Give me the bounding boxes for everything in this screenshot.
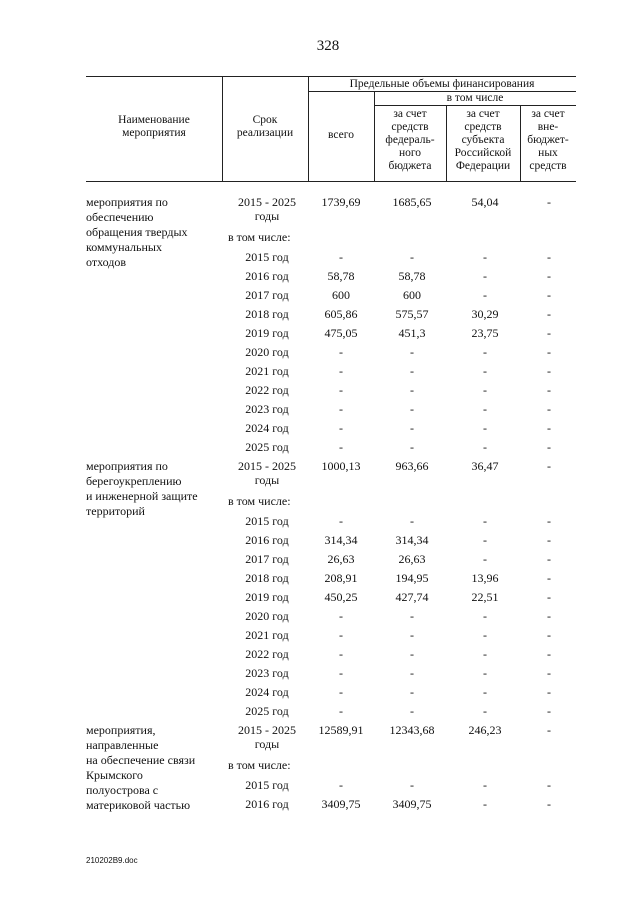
header-funding-title: Предельные объемы финансирования bbox=[349, 78, 535, 90]
year-federal: 575,57 bbox=[395, 307, 429, 321]
year-external: - bbox=[547, 326, 551, 340]
year-regional: - bbox=[483, 402, 487, 416]
year-label: 2023 год bbox=[245, 666, 289, 680]
year-total: - bbox=[339, 628, 343, 642]
year-regional: - bbox=[483, 647, 487, 661]
regional: 36,47 bbox=[471, 459, 499, 473]
year-external: - bbox=[547, 571, 551, 585]
year-row bbox=[86, 402, 576, 421]
year-row bbox=[86, 628, 576, 647]
year-total: - bbox=[339, 421, 343, 435]
year-total: - bbox=[339, 647, 343, 661]
year-regional: - bbox=[483, 250, 487, 264]
year-label: 2024 год bbox=[245, 685, 289, 699]
year-total: 475,05 bbox=[324, 326, 358, 340]
year-row bbox=[86, 288, 576, 307]
year-external: - bbox=[547, 421, 551, 435]
year-total: - bbox=[339, 514, 343, 528]
federal: 12343,68 bbox=[389, 723, 435, 737]
year-total: 314,34 bbox=[324, 533, 358, 547]
year-external: - bbox=[547, 685, 551, 699]
section-name: мероприятия по обеспечению обращения твердых коммунальных отходов bbox=[86, 195, 188, 269]
year-label: 2016 год bbox=[245, 797, 289, 811]
year-regional: - bbox=[483, 269, 487, 283]
year-label: 2019 год bbox=[245, 326, 289, 340]
year-regional: - bbox=[483, 685, 487, 699]
year-label: 2015 год bbox=[245, 250, 289, 264]
header-external: за счет вне- бюджет- ных средств bbox=[527, 108, 569, 172]
year-external: - bbox=[547, 590, 551, 604]
year-regional: - bbox=[483, 440, 487, 454]
section-name: мероприятия по берегоукреплению и инженерной защите территорий bbox=[86, 459, 198, 518]
year-row bbox=[86, 704, 576, 723]
year-row bbox=[86, 421, 576, 440]
period-unit: годы bbox=[254, 209, 280, 223]
year-external: - bbox=[547, 269, 551, 283]
year-external: - bbox=[547, 383, 551, 397]
year-regional: - bbox=[483, 666, 487, 680]
year-label: 2021 год bbox=[245, 364, 289, 378]
year-federal: 427,74 bbox=[395, 590, 429, 604]
total: 1000,13 bbox=[321, 459, 361, 473]
year-regional: 22,51 bbox=[471, 590, 499, 604]
year-federal: 26,63 bbox=[398, 552, 426, 566]
year-row bbox=[86, 440, 576, 459]
year-label: 2021 год bbox=[245, 628, 289, 642]
year-label: 2015 год bbox=[245, 778, 289, 792]
federal: 1685,65 bbox=[392, 195, 432, 209]
year-total: - bbox=[339, 364, 343, 378]
year-label: 2025 год bbox=[245, 440, 289, 454]
header-term: Срок реализации bbox=[236, 114, 294, 139]
year-row bbox=[86, 778, 576, 797]
year-label: 2016 год bbox=[245, 533, 289, 547]
year-label: 2022 год bbox=[245, 383, 289, 397]
year-row bbox=[86, 345, 576, 364]
year-federal: - bbox=[410, 345, 414, 359]
year-external: - bbox=[547, 288, 551, 302]
year-total: - bbox=[339, 685, 343, 699]
year-regional: - bbox=[483, 609, 487, 623]
year-regional: 30,29 bbox=[471, 307, 499, 321]
year-external: - bbox=[547, 250, 551, 264]
year-label: 2016 год bbox=[245, 269, 289, 283]
header-name: Наименование мероприятия bbox=[118, 114, 190, 139]
year-total: - bbox=[339, 402, 343, 416]
year-external: - bbox=[547, 533, 551, 547]
year-row bbox=[86, 609, 576, 628]
year-regional: - bbox=[483, 383, 487, 397]
year-regional: - bbox=[483, 533, 487, 547]
year-regional: - bbox=[483, 628, 487, 642]
year-row bbox=[86, 383, 576, 402]
year-label: 2017 год bbox=[245, 552, 289, 566]
total: 1739,69 bbox=[321, 195, 361, 209]
year-regional: - bbox=[483, 288, 487, 302]
year-federal: 451,3 bbox=[398, 326, 426, 340]
year-regional: 13,96 bbox=[471, 571, 499, 585]
year-total: 3409,75 bbox=[321, 797, 361, 811]
year-row bbox=[86, 514, 576, 533]
year-federal: 3409,75 bbox=[392, 797, 432, 811]
in-that-number-label: в том числе: bbox=[228, 758, 291, 772]
year-external: - bbox=[547, 797, 551, 811]
year-row bbox=[86, 666, 576, 685]
year-total: - bbox=[339, 440, 343, 454]
year-total: 26,63 bbox=[327, 552, 355, 566]
external: - bbox=[547, 195, 551, 209]
year-federal: - bbox=[410, 628, 414, 642]
year-label: 2022 год bbox=[245, 647, 289, 661]
year-row bbox=[86, 552, 576, 571]
year-federal: - bbox=[410, 778, 414, 792]
year-total: - bbox=[339, 383, 343, 397]
year-external: - bbox=[547, 552, 551, 566]
regional: 54,04 bbox=[471, 195, 499, 209]
section-name: мероприятия, направленные на обеспечение связи Крымского полуострова с материковой частью bbox=[86, 723, 196, 812]
year-external: - bbox=[547, 402, 551, 416]
year-label: 2020 год bbox=[245, 345, 289, 359]
external: - bbox=[547, 459, 551, 473]
year-row bbox=[86, 326, 576, 345]
year-label: 2017 год bbox=[245, 288, 289, 302]
year-total: - bbox=[339, 704, 343, 718]
year-label: 2023 год bbox=[245, 402, 289, 416]
year-label: 2018 год bbox=[245, 571, 289, 585]
year-federal: - bbox=[410, 402, 414, 416]
year-label: 2018 год bbox=[245, 307, 289, 321]
total: 12589,91 bbox=[318, 723, 364, 737]
year-federal: 314,34 bbox=[395, 533, 429, 547]
year-label: 2015 год bbox=[245, 514, 289, 528]
page-number: 328 bbox=[316, 38, 340, 54]
year-federal: - bbox=[410, 666, 414, 680]
year-row bbox=[86, 533, 576, 552]
period-unit: годы bbox=[254, 737, 280, 751]
year-row bbox=[86, 250, 576, 269]
year-total: 58,78 bbox=[327, 269, 355, 283]
year-row bbox=[86, 797, 576, 816]
year-row bbox=[86, 269, 576, 288]
year-federal: - bbox=[410, 514, 414, 528]
header-regional: за счет средств субъекта Российской Федерации bbox=[454, 108, 512, 172]
year-external: - bbox=[547, 647, 551, 661]
year-federal: - bbox=[410, 364, 414, 378]
year-total: 605,86 bbox=[324, 307, 358, 321]
year-total: 450,25 bbox=[324, 590, 358, 604]
year-federal: - bbox=[410, 250, 414, 264]
period: 2015 - 2025 bbox=[238, 195, 296, 209]
year-federal: - bbox=[410, 685, 414, 699]
in-that-number-label: в том числе: bbox=[228, 494, 291, 508]
year-external: - bbox=[547, 307, 551, 321]
footer-filename: 210202B9.doc bbox=[86, 856, 138, 865]
year-regional: - bbox=[483, 345, 487, 359]
federal: 963,66 bbox=[395, 459, 429, 473]
year-regional: - bbox=[483, 797, 487, 811]
year-row bbox=[86, 364, 576, 383]
header-federal: за счет средств федераль- ного бюджета bbox=[385, 108, 435, 172]
period: 2015 - 2025 bbox=[238, 723, 296, 737]
year-label: 2025 год bbox=[245, 704, 289, 718]
period-unit: годы bbox=[254, 473, 280, 487]
year-federal: - bbox=[410, 421, 414, 435]
year-label: 2019 год bbox=[245, 590, 289, 604]
year-regional: - bbox=[483, 778, 487, 792]
year-regional: - bbox=[483, 552, 487, 566]
year-row bbox=[86, 647, 576, 666]
year-total: - bbox=[339, 609, 343, 623]
year-row bbox=[86, 685, 576, 704]
year-federal: - bbox=[410, 609, 414, 623]
year-regional: 23,75 bbox=[471, 326, 499, 340]
year-total: - bbox=[339, 778, 343, 792]
year-row bbox=[86, 571, 576, 590]
year-label: 2020 год bbox=[245, 609, 289, 623]
year-external: - bbox=[547, 704, 551, 718]
year-external: - bbox=[547, 364, 551, 378]
year-row bbox=[86, 307, 576, 326]
year-federal: 194,95 bbox=[395, 571, 429, 585]
year-external: - bbox=[547, 628, 551, 642]
year-regional: - bbox=[483, 364, 487, 378]
year-external: - bbox=[547, 778, 551, 792]
year-federal: - bbox=[410, 704, 414, 718]
year-federal: 600 bbox=[403, 288, 421, 302]
year-regional: - bbox=[483, 421, 487, 435]
header-in-that-number: в том числе bbox=[446, 92, 504, 104]
year-regional: - bbox=[483, 514, 487, 528]
year-federal: - bbox=[410, 440, 414, 454]
year-external: - bbox=[547, 514, 551, 528]
regional: 246,23 bbox=[468, 723, 502, 737]
external: - bbox=[547, 723, 551, 737]
in-that-number-label: в том числе: bbox=[228, 230, 291, 244]
year-federal: - bbox=[410, 647, 414, 661]
year-total: - bbox=[339, 666, 343, 680]
year-regional: - bbox=[483, 704, 487, 718]
year-row bbox=[86, 590, 576, 609]
year-federal: 58,78 bbox=[398, 269, 426, 283]
year-total: 600 bbox=[332, 288, 350, 302]
year-external: - bbox=[547, 440, 551, 454]
period: 2015 - 2025 bbox=[238, 459, 296, 473]
year-total: 208,91 bbox=[324, 571, 358, 585]
year-external: - bbox=[547, 345, 551, 359]
year-total: - bbox=[339, 250, 343, 264]
year-total: - bbox=[339, 345, 343, 359]
year-external: - bbox=[547, 666, 551, 680]
header-total: всего bbox=[328, 129, 354, 141]
year-label: 2024 год bbox=[245, 421, 289, 435]
year-federal: - bbox=[410, 383, 414, 397]
year-external: - bbox=[547, 609, 551, 623]
